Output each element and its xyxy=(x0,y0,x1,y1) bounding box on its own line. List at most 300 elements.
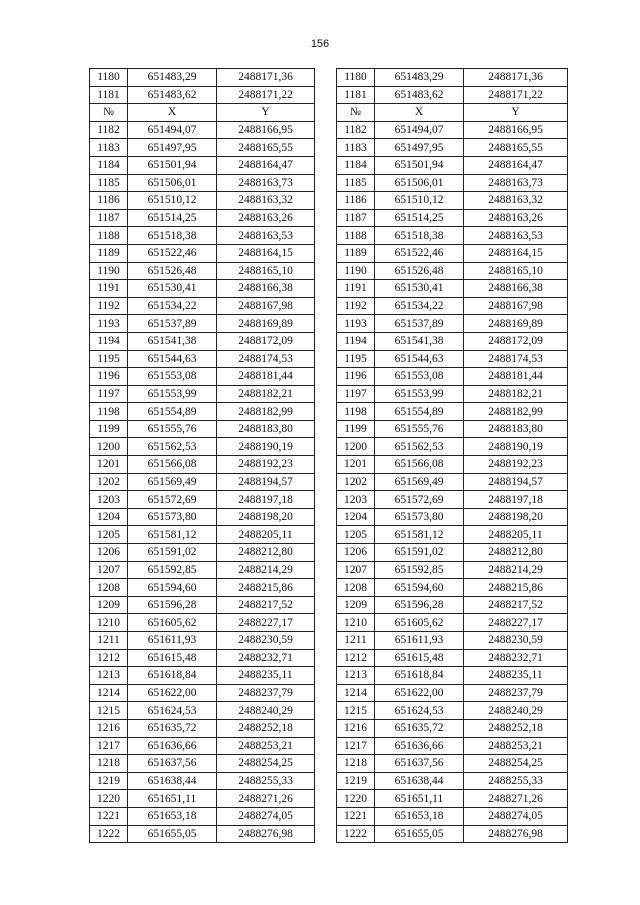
left-y-cell: 2488166,38 xyxy=(217,280,315,298)
right-x-cell: 651611,93 xyxy=(375,632,464,650)
right-x-cell: 651615,48 xyxy=(375,649,464,667)
right-x-cell: 651494,07 xyxy=(375,121,464,139)
left-x-cell: 651637,56 xyxy=(128,755,217,773)
left-y-cell: 2488182,21 xyxy=(217,385,315,403)
right-y-cell: 2488163,32 xyxy=(464,192,568,210)
right-y-cell: 2488254,25 xyxy=(464,755,568,773)
right-number-cell: 1184 xyxy=(337,156,375,174)
left-y-cell: 2488163,26 xyxy=(217,209,315,227)
left-number-cell: 1218 xyxy=(90,755,128,773)
left-x-cell: 651554,89 xyxy=(128,403,217,421)
left-y-cell: 2488217,52 xyxy=(217,596,315,614)
right-y-cell: 2488190,19 xyxy=(464,438,568,456)
right-x-cell: 651544,63 xyxy=(375,350,464,368)
left-x-cell: 651653,18 xyxy=(128,807,217,825)
right-number-cell: 1206 xyxy=(337,544,375,562)
left-y-cell: 2488197,18 xyxy=(217,491,315,509)
column-gap xyxy=(315,684,337,702)
right-y-cell: 2488212,80 xyxy=(464,544,568,562)
right-number-cell: 1217 xyxy=(337,737,375,755)
table-row xyxy=(90,244,568,262)
left-x-cell: 651566,08 xyxy=(128,456,217,474)
left-y-cell: 2488164,15 xyxy=(217,244,315,262)
column-gap xyxy=(315,544,337,562)
right-x-cell: 651514,25 xyxy=(375,209,464,227)
left-y-cell: 2488254,25 xyxy=(217,755,315,773)
right-number-cell: 1207 xyxy=(337,561,375,579)
left-number-cell: 1212 xyxy=(90,649,128,667)
column-gap xyxy=(315,508,337,526)
right-x-cell: 651518,38 xyxy=(375,227,464,245)
left-x-cell: 651596,28 xyxy=(128,596,217,614)
left-number-cell: 1185 xyxy=(90,174,128,192)
right-number-cell: 1212 xyxy=(337,649,375,667)
left-x-cell: 651483,62 xyxy=(128,86,217,104)
left-number-cell: 1202 xyxy=(90,473,128,491)
right-y-cell: 2488197,18 xyxy=(464,491,568,509)
right-x-cell: X xyxy=(375,104,464,122)
left-x-cell: 651651,11 xyxy=(128,790,217,808)
right-y-cell: 2488217,52 xyxy=(464,596,568,614)
left-y-cell: 2488276,98 xyxy=(217,825,315,843)
column-gap xyxy=(315,614,337,632)
right-x-cell: 651651,11 xyxy=(375,790,464,808)
right-number-cell: 1187 xyxy=(337,209,375,227)
left-number-cell: 1203 xyxy=(90,491,128,509)
left-number-cell: 1199 xyxy=(90,420,128,438)
table-row xyxy=(90,614,568,632)
right-x-cell: 651635,72 xyxy=(375,719,464,737)
column-gap xyxy=(315,104,337,122)
column-gap xyxy=(315,420,337,438)
left-x-cell: 651605,62 xyxy=(128,614,217,632)
table-row xyxy=(90,385,568,403)
table-row xyxy=(90,456,568,474)
table-row xyxy=(90,561,568,579)
right-x-cell: 651553,08 xyxy=(375,368,464,386)
left-y-cell: 2488171,22 xyxy=(217,86,315,104)
right-y-cell: 2488194,57 xyxy=(464,473,568,491)
left-number-cell: 1184 xyxy=(90,156,128,174)
table-row xyxy=(90,790,568,808)
left-number-cell: 1182 xyxy=(90,121,128,139)
left-number-cell: 1221 xyxy=(90,807,128,825)
column-gap xyxy=(315,755,337,773)
right-number-cell: 1201 xyxy=(337,456,375,474)
right-y-cell: 2488164,47 xyxy=(464,156,568,174)
right-y-cell: 2488166,95 xyxy=(464,121,568,139)
left-number-cell: 1207 xyxy=(90,561,128,579)
right-x-cell: 651653,18 xyxy=(375,807,464,825)
left-x-cell: 651615,48 xyxy=(128,649,217,667)
right-number-cell: 1183 xyxy=(337,139,375,157)
table-body xyxy=(90,69,568,843)
right-y-cell: 2488165,55 xyxy=(464,139,568,157)
right-y-cell: 2488235,11 xyxy=(464,667,568,685)
right-number-cell: 1203 xyxy=(337,491,375,509)
right-number-cell: 1213 xyxy=(337,667,375,685)
left-number-cell: 1213 xyxy=(90,667,128,685)
left-y-cell: 2488172,09 xyxy=(217,332,315,350)
left-x-cell: 651514,25 xyxy=(128,209,217,227)
left-x-cell: 651534,22 xyxy=(128,297,217,315)
left-y-cell: 2488205,11 xyxy=(217,526,315,544)
left-x-cell: 651624,53 xyxy=(128,702,217,720)
left-number-cell: 1214 xyxy=(90,684,128,702)
coordinates-table xyxy=(89,68,568,843)
right-y-cell: 2488163,53 xyxy=(464,227,568,245)
right-x-cell: 651622,00 xyxy=(375,684,464,702)
column-gap xyxy=(315,526,337,544)
left-y-cell: 2488163,73 xyxy=(217,174,315,192)
left-number-cell: 1181 xyxy=(90,86,128,104)
right-y-cell: 2488274,05 xyxy=(464,807,568,825)
table-row xyxy=(90,807,568,825)
table-row xyxy=(90,280,568,298)
left-x-cell: 651522,46 xyxy=(128,244,217,262)
right-number-cell: 1216 xyxy=(337,719,375,737)
column-gap xyxy=(315,156,337,174)
left-y-cell: 2488212,80 xyxy=(217,544,315,562)
right-number-cell: 1209 xyxy=(337,596,375,614)
right-y-cell: 2488240,29 xyxy=(464,702,568,720)
left-number-cell: 1210 xyxy=(90,614,128,632)
right-number-cell: 1202 xyxy=(337,473,375,491)
table-row xyxy=(90,526,568,544)
table-row xyxy=(90,438,568,456)
left-y-cell: 2488235,11 xyxy=(217,667,315,685)
right-y-cell: 2488174,53 xyxy=(464,350,568,368)
right-number-cell: 1211 xyxy=(337,632,375,650)
left-x-cell: 651592,85 xyxy=(128,561,217,579)
left-x-cell: 651553,99 xyxy=(128,385,217,403)
table-row xyxy=(90,737,568,755)
left-number-cell: 1220 xyxy=(90,790,128,808)
left-y-cell: 2488165,55 xyxy=(217,139,315,157)
left-number-cell: 1200 xyxy=(90,438,128,456)
left-number-cell: 1188 xyxy=(90,227,128,245)
right-y-cell: 2488205,11 xyxy=(464,526,568,544)
right-x-cell: 651553,99 xyxy=(375,385,464,403)
table-row xyxy=(90,420,568,438)
right-x-cell: 651497,95 xyxy=(375,139,464,157)
right-x-cell: 651530,41 xyxy=(375,280,464,298)
table-row xyxy=(90,755,568,773)
right-y-cell: 2488192,23 xyxy=(464,456,568,474)
left-y-cell: 2488163,32 xyxy=(217,192,315,210)
right-x-cell: 651534,22 xyxy=(375,297,464,315)
left-x-cell: 651526,48 xyxy=(128,262,217,280)
table-header-row xyxy=(90,104,568,122)
right-y-cell: 2488215,86 xyxy=(464,579,568,597)
column-gap xyxy=(315,456,337,474)
column-gap xyxy=(315,121,337,139)
right-number-cell: 1220 xyxy=(337,790,375,808)
right-x-cell: 651655,05 xyxy=(375,825,464,843)
right-number-cell: 1180 xyxy=(337,69,375,87)
right-number-cell: 1196 xyxy=(337,368,375,386)
right-y-cell: 2488214,29 xyxy=(464,561,568,579)
column-gap xyxy=(315,262,337,280)
right-y-cell: 2488169,89 xyxy=(464,315,568,333)
column-gap xyxy=(315,807,337,825)
right-number-cell: 1185 xyxy=(337,174,375,192)
column-gap xyxy=(315,491,337,509)
right-number-cell: 1197 xyxy=(337,385,375,403)
left-x-cell: X xyxy=(128,104,217,122)
right-number-cell: 1181 xyxy=(337,86,375,104)
right-y-cell: 2488165,10 xyxy=(464,262,568,280)
table-row xyxy=(90,174,568,192)
left-y-cell: 2488274,05 xyxy=(217,807,315,825)
right-y-cell: 2488237,79 xyxy=(464,684,568,702)
table-row xyxy=(90,491,568,509)
left-x-cell: 651655,05 xyxy=(128,825,217,843)
left-y-cell: 2488232,71 xyxy=(217,649,315,667)
left-x-cell: 651562,53 xyxy=(128,438,217,456)
right-y-cell: Y xyxy=(464,104,568,122)
right-y-cell: 2488198,20 xyxy=(464,508,568,526)
table-row xyxy=(90,403,568,421)
right-number-cell: 1215 xyxy=(337,702,375,720)
left-number-cell: № xyxy=(90,104,128,122)
table-row xyxy=(90,227,568,245)
column-gap xyxy=(315,561,337,579)
left-y-cell: Y xyxy=(217,104,315,122)
left-y-cell: 2488255,33 xyxy=(217,772,315,790)
left-y-cell: 2488214,29 xyxy=(217,561,315,579)
left-x-cell: 651635,72 xyxy=(128,719,217,737)
left-number-cell: 1195 xyxy=(90,350,128,368)
right-y-cell: 2488166,38 xyxy=(464,280,568,298)
left-number-cell: 1198 xyxy=(90,403,128,421)
left-x-cell: 651494,07 xyxy=(128,121,217,139)
table-row xyxy=(90,825,568,843)
right-number-cell: 1219 xyxy=(337,772,375,790)
right-number-cell: 1218 xyxy=(337,755,375,773)
column-gap xyxy=(315,649,337,667)
table-row xyxy=(90,368,568,386)
right-number-cell: 1210 xyxy=(337,614,375,632)
table-row xyxy=(90,156,568,174)
right-x-cell: 651591,02 xyxy=(375,544,464,562)
right-x-cell: 651605,62 xyxy=(375,614,464,632)
left-number-cell: 1216 xyxy=(90,719,128,737)
left-number-cell: 1211 xyxy=(90,632,128,650)
left-y-cell: 2488252,18 xyxy=(217,719,315,737)
right-y-cell: 2488271,26 xyxy=(464,790,568,808)
column-gap xyxy=(315,825,337,843)
column-gap xyxy=(315,139,337,157)
left-number-cell: 1194 xyxy=(90,332,128,350)
right-number-cell: 1208 xyxy=(337,579,375,597)
table-row xyxy=(90,121,568,139)
right-x-cell: 651573,80 xyxy=(375,508,464,526)
right-y-cell: 2488181,44 xyxy=(464,368,568,386)
right-number-cell: 1222 xyxy=(337,825,375,843)
left-y-cell: 2488163,53 xyxy=(217,227,315,245)
column-gap xyxy=(315,297,337,315)
column-gap xyxy=(315,702,337,720)
left-number-cell: 1217 xyxy=(90,737,128,755)
right-y-cell: 2488171,22 xyxy=(464,86,568,104)
left-x-cell: 651618,84 xyxy=(128,667,217,685)
right-x-cell: 651572,69 xyxy=(375,491,464,509)
right-number-cell: 1204 xyxy=(337,508,375,526)
left-x-cell: 651497,95 xyxy=(128,139,217,157)
column-gap xyxy=(315,209,337,227)
left-x-cell: 651573,80 xyxy=(128,508,217,526)
column-gap xyxy=(315,632,337,650)
right-x-cell: 651592,85 xyxy=(375,561,464,579)
table-row xyxy=(90,315,568,333)
right-x-cell: 651594,60 xyxy=(375,579,464,597)
column-gap xyxy=(315,227,337,245)
left-y-cell: 2488253,21 xyxy=(217,737,315,755)
right-number-cell: 1200 xyxy=(337,438,375,456)
table-row xyxy=(90,192,568,210)
left-x-cell: 651555,76 xyxy=(128,420,217,438)
right-number-cell: 1221 xyxy=(337,807,375,825)
right-y-cell: 2488252,18 xyxy=(464,719,568,737)
right-y-cell: 2488232,71 xyxy=(464,649,568,667)
table-row xyxy=(90,684,568,702)
left-number-cell: 1189 xyxy=(90,244,128,262)
left-number-cell: 1204 xyxy=(90,508,128,526)
left-number-cell: 1209 xyxy=(90,596,128,614)
right-y-cell: 2488172,09 xyxy=(464,332,568,350)
left-x-cell: 651483,29 xyxy=(128,69,217,87)
right-x-cell: 651618,84 xyxy=(375,667,464,685)
column-gap xyxy=(315,737,337,755)
table-row xyxy=(90,262,568,280)
table-row xyxy=(90,596,568,614)
left-number-cell: 1186 xyxy=(90,192,128,210)
left-x-cell: 651581,12 xyxy=(128,526,217,544)
table-row xyxy=(90,473,568,491)
right-y-cell: 2488167,98 xyxy=(464,297,568,315)
right-number-cell: 1188 xyxy=(337,227,375,245)
right-y-cell: 2488163,26 xyxy=(464,209,568,227)
right-x-cell: 651638,44 xyxy=(375,772,464,790)
right-number-cell: 1199 xyxy=(337,420,375,438)
column-gap xyxy=(315,69,337,87)
left-number-cell: 1201 xyxy=(90,456,128,474)
left-y-cell: 2488181,44 xyxy=(217,368,315,386)
right-x-cell: 651506,01 xyxy=(375,174,464,192)
left-x-cell: 651638,44 xyxy=(128,772,217,790)
column-gap xyxy=(315,315,337,333)
left-number-cell: 1190 xyxy=(90,262,128,280)
left-x-cell: 651569,49 xyxy=(128,473,217,491)
table-row xyxy=(90,209,568,227)
left-number-cell: 1183 xyxy=(90,139,128,157)
table-row xyxy=(90,86,568,104)
right-number-cell: 1189 xyxy=(337,244,375,262)
column-gap xyxy=(315,772,337,790)
right-y-cell: 2488255,33 xyxy=(464,772,568,790)
right-x-cell: 651566,08 xyxy=(375,456,464,474)
right-x-cell: 651581,12 xyxy=(375,526,464,544)
column-gap xyxy=(315,385,337,403)
left-number-cell: 1196 xyxy=(90,368,128,386)
left-x-cell: 651572,69 xyxy=(128,491,217,509)
right-y-cell: 2488182,99 xyxy=(464,403,568,421)
left-x-cell: 651636,66 xyxy=(128,737,217,755)
right-x-cell: 651562,53 xyxy=(375,438,464,456)
right-x-cell: 651501,94 xyxy=(375,156,464,174)
right-x-cell: 651637,56 xyxy=(375,755,464,773)
right-number-cell: 1190 xyxy=(337,262,375,280)
left-x-cell: 651594,60 xyxy=(128,579,217,597)
right-number-cell: 1205 xyxy=(337,526,375,544)
left-x-cell: 651591,02 xyxy=(128,544,217,562)
column-gap xyxy=(315,667,337,685)
column-gap xyxy=(315,350,337,368)
right-x-cell: 651522,46 xyxy=(375,244,464,262)
left-y-cell: 2488237,79 xyxy=(217,684,315,702)
column-gap xyxy=(315,596,337,614)
left-number-cell: 1219 xyxy=(90,772,128,790)
right-x-cell: 651526,48 xyxy=(375,262,464,280)
left-y-cell: 2488192,23 xyxy=(217,456,315,474)
right-y-cell: 2488227,17 xyxy=(464,614,568,632)
left-x-cell: 651506,01 xyxy=(128,174,217,192)
right-x-cell: 651554,89 xyxy=(375,403,464,421)
left-x-cell: 651622,00 xyxy=(128,684,217,702)
table-row xyxy=(90,719,568,737)
right-number-cell: № xyxy=(337,104,375,122)
left-y-cell: 2488198,20 xyxy=(217,508,315,526)
column-gap xyxy=(315,368,337,386)
column-gap xyxy=(315,579,337,597)
left-y-cell: 2488183,80 xyxy=(217,420,315,438)
table-row xyxy=(90,649,568,667)
right-y-cell: 2488183,80 xyxy=(464,420,568,438)
column-gap xyxy=(315,719,337,737)
left-x-cell: 651544,63 xyxy=(128,350,217,368)
column-gap xyxy=(315,86,337,104)
left-y-cell: 2488182,99 xyxy=(217,403,315,421)
left-number-cell: 1191 xyxy=(90,280,128,298)
right-y-cell: 2488182,21 xyxy=(464,385,568,403)
right-number-cell: 1191 xyxy=(337,280,375,298)
table-row xyxy=(90,297,568,315)
left-x-cell: 651537,89 xyxy=(128,315,217,333)
left-y-cell: 2488227,17 xyxy=(217,614,315,632)
left-y-cell: 2488164,47 xyxy=(217,156,315,174)
column-gap xyxy=(315,244,337,262)
left-number-cell: 1206 xyxy=(90,544,128,562)
left-y-cell: 2488230,59 xyxy=(217,632,315,650)
left-number-cell: 1215 xyxy=(90,702,128,720)
table-row xyxy=(90,350,568,368)
table-row xyxy=(90,544,568,562)
right-y-cell: 2488253,21 xyxy=(464,737,568,755)
right-x-cell: 651555,76 xyxy=(375,420,464,438)
left-y-cell: 2488167,98 xyxy=(217,297,315,315)
table-row xyxy=(90,69,568,87)
right-x-cell: 651537,89 xyxy=(375,315,464,333)
right-y-cell: 2488163,73 xyxy=(464,174,568,192)
column-gap xyxy=(315,174,337,192)
table-row xyxy=(90,702,568,720)
right-number-cell: 1182 xyxy=(337,121,375,139)
left-x-cell: 651510,12 xyxy=(128,192,217,210)
left-x-cell: 651530,41 xyxy=(128,280,217,298)
left-x-cell: 651518,38 xyxy=(128,227,217,245)
right-number-cell: 1195 xyxy=(337,350,375,368)
